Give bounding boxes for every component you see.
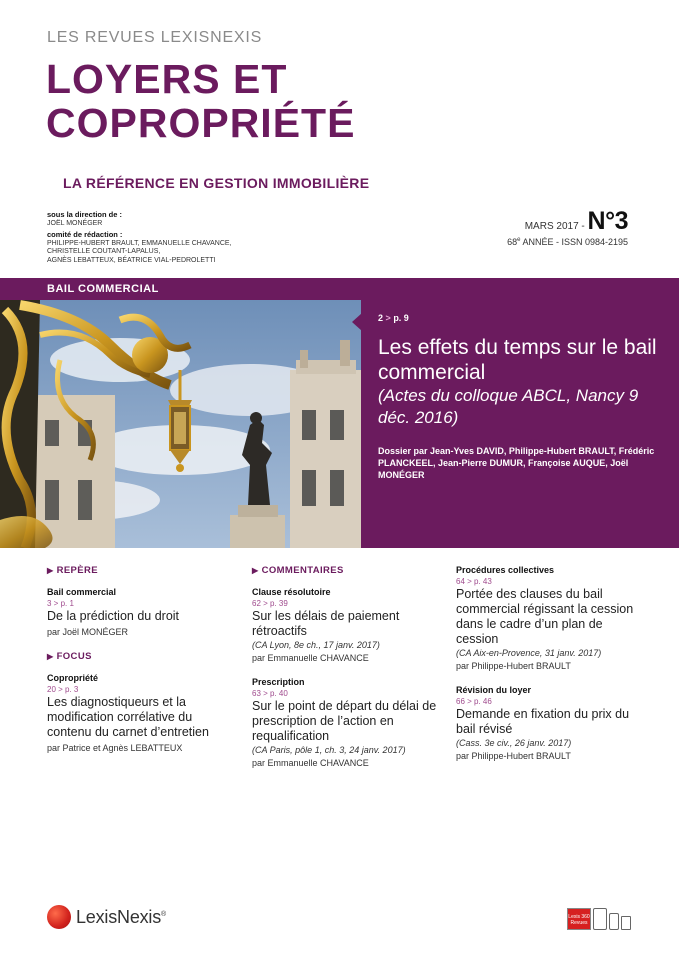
article-category: Procédures collectives xyxy=(456,565,555,575)
section-label-bail-commercial: BAIL COMMERCIAL xyxy=(0,278,361,300)
article-citation: (Cass. 3e civ., 26 janv. 2017) xyxy=(456,738,572,748)
tablet-icon xyxy=(593,908,607,930)
article-category: Bail commercial xyxy=(47,587,117,597)
article-item[interactable] xyxy=(252,677,442,768)
column-repere-focus xyxy=(47,565,237,767)
issue-year-issn: 68e ANNÉE - ISSN 0984-2195 xyxy=(507,237,628,247)
comite-line: CHRISTELLE COUTANT-LAPALUS, xyxy=(47,248,161,255)
publisher-name: LES REVUES LEXISNEXIS xyxy=(47,29,263,46)
triangle-icon: ▶ xyxy=(47,566,54,575)
comite-line: AGNÈS LEBATTEUX, BÉATRICE VIAL-PEDROLETTI xyxy=(47,256,216,264)
section-heading-focus: ▶ FOCUS xyxy=(47,651,92,662)
column-commentaires xyxy=(252,565,442,782)
feature-page-ref: 2 > p. 9 xyxy=(378,313,409,323)
article-citation: (CA Lyon, 8e ch., 17 janv. 2017) xyxy=(252,640,380,650)
comite-line: PHILIPPE-HUBERT BRAULT, EMMANUELLE CHAVANCE, xyxy=(47,239,232,247)
article-item[interactable] xyxy=(47,587,237,637)
lexisnexis-wordmark: LexisNexis® xyxy=(76,906,166,927)
article-title: De la prédiction du droit xyxy=(47,609,180,623)
lexisnexis-logo-icon xyxy=(47,905,71,929)
article-author: par Joël MONÉGER xyxy=(47,627,129,637)
article-page-ref: 66 > p. 46 xyxy=(456,697,492,706)
article-category: Clause résolutoire xyxy=(252,587,331,597)
feature-authors: Dossier par Jean-Yves DAVID, Philippe-Hubert BRAULT, Frédéric PLANCKEEL, Jean-Pierre DUMUR, Françoise AUQUE, Joël MONÉGER xyxy=(378,446,655,480)
book-icon: Lexis 360 Revues xyxy=(567,908,591,930)
article-item[interactable] xyxy=(252,587,442,663)
article-page-ref: 62 > p. 39 xyxy=(252,599,288,608)
lexisnexis-logo xyxy=(47,905,166,929)
triangle-icon: ▶ xyxy=(252,566,259,575)
triangle-icon: ▶ xyxy=(47,652,54,661)
direction-label: sous la direction de : xyxy=(47,210,123,219)
director-name: JOËL MONÉGER xyxy=(47,219,103,227)
article-item[interactable] xyxy=(47,673,237,753)
article-category: Révision du loyer xyxy=(456,685,532,695)
article-page-ref: 64 > p. 43 xyxy=(456,577,492,586)
article-title: Sur le point de départ du délai de prescription de l’action en requalification xyxy=(252,699,437,743)
article-citation: (CA Paris, pôle 1, ch. 3, 24 janv. 2017) xyxy=(252,745,406,755)
article-item[interactable] xyxy=(456,565,641,671)
device-badges xyxy=(567,908,631,930)
feature-subtitle: (Actes du colloque ABCL, Nancy 9 déc. 2016) xyxy=(378,386,639,427)
issue-date: MARS 2017 - xyxy=(524,221,585,232)
article-citation: (CA Aix-en-Provence, 31 janv. 2017) xyxy=(456,648,602,658)
article-category: Copropriété xyxy=(47,673,99,683)
issue-info xyxy=(507,207,628,247)
issue-number: N°3 xyxy=(587,207,628,235)
article-page-ref: 20 > p. 3 xyxy=(47,685,79,694)
article-author: par Emmanuelle CHAVANCE xyxy=(252,758,369,768)
article-item[interactable] xyxy=(456,685,641,761)
article-title: Sur les délais de paiement rétroactifs xyxy=(252,609,400,638)
article-page-ref: 3 > p. 1 xyxy=(47,599,74,608)
section-heading-repere: ▶ REPÈRE xyxy=(47,565,99,576)
journal-title-line2: COPROPRIÉTÉ xyxy=(46,100,356,146)
cover-photo xyxy=(0,300,361,548)
place-stanislas-photo-icon xyxy=(0,300,361,548)
journal-subtitle: LA RÉFÉRENCE EN GESTION IMMOBILIÈRE xyxy=(63,175,370,191)
article-title: Portée des clauses du bail commercial régissant la cession dans le cadre d’un plan de cession xyxy=(456,587,634,646)
feature-article[interactable] xyxy=(378,313,658,481)
comite-label: comité de rédaction : xyxy=(47,230,123,239)
laptop-icon xyxy=(621,916,631,930)
section-heading-commentaires: ▶ COMMENTAIRES xyxy=(252,565,344,576)
phone-icon xyxy=(609,913,619,930)
feature-notch xyxy=(352,313,362,331)
article-title: Demande en fixation du prix du bail révisé xyxy=(456,707,630,736)
feature-title: Les effets du temps sur le bail commercial xyxy=(378,336,657,384)
article-author: par Philippe-Hubert BRAULT xyxy=(456,661,571,671)
article-page-ref: 63 > p. 40 xyxy=(252,689,288,698)
article-author: par Emmanuelle CHAVANCE xyxy=(252,653,369,663)
article-title: Les diagnostiqueurs et la modification corrélative du contenu du carnet d’entretien xyxy=(47,695,209,739)
editorial-board xyxy=(47,211,232,265)
journal-title-line1: LOYERS ET xyxy=(46,56,288,102)
article-author: par Philippe-Hubert BRAULT xyxy=(456,751,571,761)
column-other xyxy=(456,565,641,775)
article-category: Prescription xyxy=(252,677,305,687)
journal-title xyxy=(46,57,355,145)
article-author: par Patrice et Agnès LEBATTEUX xyxy=(47,743,183,753)
